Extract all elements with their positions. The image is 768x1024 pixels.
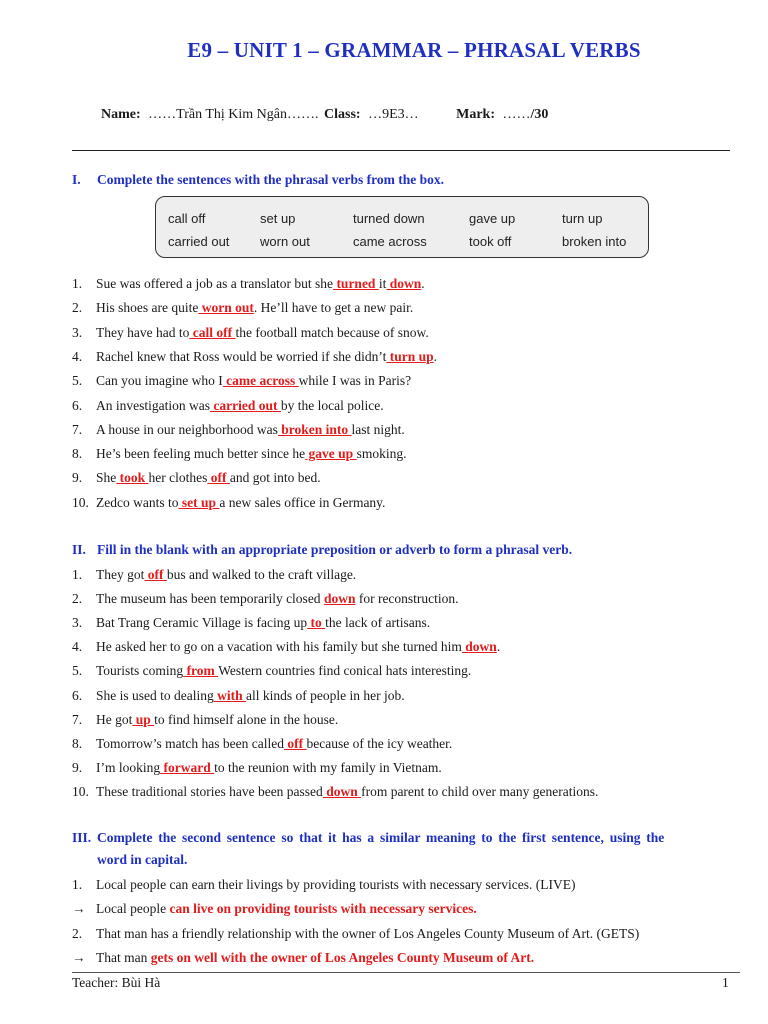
item-text: the lack of artisans.	[325, 615, 431, 631]
box-word: set up	[260, 211, 296, 226]
item-text: it	[378, 276, 387, 291]
answer-text: set up	[178, 494, 220, 510]
exercise-item	[72, 784, 598, 800]
exercise-item	[72, 325, 429, 341]
item-text: They got	[96, 567, 145, 582]
item-text: I’m looking	[96, 759, 161, 775]
item-text: .	[433, 348, 437, 364]
exercise-item	[72, 398, 384, 414]
item-number: 2.	[72, 591, 83, 607]
item-text: Western countries find conical hats interesting.	[218, 663, 472, 679]
item-text: The museum has been temporarily closed	[96, 591, 324, 607]
item-text: Rachel knew that Ross would be worried if she didn’t	[96, 348, 387, 364]
item-text: .	[496, 639, 501, 655]
answer-line	[72, 950, 534, 966]
exercise-item	[72, 470, 321, 486]
answer-text: with	[213, 687, 247, 703]
phrasal-verb-box	[155, 196, 649, 258]
item-text: Local people	[96, 901, 170, 916]
item-number: 2.	[72, 300, 83, 316]
item-text: Can you imagine who I	[96, 373, 223, 389]
exercise-item	[72, 712, 338, 728]
item-number: 3.	[72, 324, 83, 340]
exercise-item	[72, 567, 356, 583]
item-text: Local people can earn their livings by providing tourists with necessary services. (LIVE)	[96, 877, 576, 892]
item-number: 8.	[72, 446, 83, 462]
item-text: Zedco wants to	[96, 494, 179, 510]
item-number: 8.	[72, 735, 83, 751]
exercise-item	[72, 736, 452, 752]
section-2-heading	[72, 542, 572, 558]
box-word: turn up	[562, 211, 603, 226]
item-text: A house in our neighborhood was	[96, 421, 278, 437]
item-number: 9.	[72, 759, 83, 775]
answer-text: gave up	[305, 446, 357, 462]
mark-value: ……/30	[502, 107, 549, 122]
item-number: 10.	[72, 494, 89, 510]
answer-text: took	[116, 470, 149, 486]
item-text: He asked her to go on a vacation with his family but she turned him	[96, 639, 462, 655]
answer-text: call off	[189, 324, 236, 340]
item-text: Tomorrow’s match has been called	[96, 735, 284, 751]
item-text: She is used to dealing	[96, 687, 214, 703]
right-arrow-icon: →	[72, 950, 86, 965]
item-number: 5.	[72, 373, 83, 389]
answer-text: to	[307, 615, 326, 631]
item-text: a new sales office in Germany.	[219, 494, 386, 510]
box-word: call off	[168, 211, 206, 226]
answer-text: turned	[333, 276, 379, 291]
answer-text: down	[323, 591, 356, 607]
name-value: ……Trần Thị Kim Ngân…….	[148, 107, 319, 122]
item-text: smoking.	[356, 446, 407, 462]
item-number: 7.	[72, 421, 83, 437]
exercise-item	[72, 615, 430, 631]
item-number: 6.	[72, 687, 83, 703]
item-number: 1.	[72, 877, 83, 892]
section-3-number: III.	[72, 830, 92, 845]
item-text: bus and walked to the craft village.	[166, 567, 357, 582]
section-1-number: I.	[72, 172, 81, 187]
class-value: …9E3…	[368, 107, 419, 122]
answer-text: can live on providing tourists with necessary services.	[169, 901, 477, 916]
box-word: came across	[353, 234, 427, 249]
answer-text: down	[461, 639, 497, 655]
item-text: last night.	[351, 421, 405, 437]
item-text: . He’ll have to get a new pair.	[253, 300, 414, 316]
item-text: He’s been feeling much better since he	[96, 446, 306, 462]
section-3-instruction-line1: Complete the second sentence so that it has a similar meaning to the first sentence, using the	[97, 830, 665, 845]
section-1-instruction: Complete the sentences with the phrasal verbs from the box.	[97, 172, 444, 187]
box-word: carried out	[168, 234, 230, 249]
page-title: E9 – UNIT 1 – GRAMMAR – PHRASAL VERBS	[187, 38, 641, 62]
mark-label: Mark:	[456, 107, 496, 122]
exercise-item	[72, 349, 437, 365]
exercise-item	[72, 663, 471, 679]
item-text: She	[96, 470, 117, 486]
page-number: 1	[722, 975, 729, 990]
answer-text: off	[207, 470, 230, 486]
item-text: .	[421, 276, 425, 291]
answer-text: off	[284, 735, 307, 751]
answer-text: off	[144, 567, 167, 582]
answer-line	[72, 901, 477, 917]
exercise-item	[72, 276, 425, 292]
exercise-item	[72, 591, 459, 607]
exercise-item	[72, 877, 575, 893]
box-word: gave up	[469, 211, 516, 226]
item-text: to the reunion with my family in Vietnam.	[214, 759, 442, 775]
footer-divider	[72, 972, 740, 973]
item-number: 4.	[72, 639, 83, 655]
item-text: and got into bed.	[229, 470, 321, 486]
answer-text: up	[132, 711, 155, 727]
teacher-name: Teacher: Bùi Hà	[72, 975, 161, 990]
exercise-item	[72, 495, 385, 511]
exercise-item	[72, 300, 413, 316]
section-3-instruction-line2: word in capital.	[97, 852, 188, 867]
box-word: worn out	[260, 234, 310, 249]
item-text: for reconstruction.	[355, 591, 459, 607]
item-text: by the local police.	[280, 397, 384, 413]
item-text: her clothes	[148, 470, 208, 486]
item-text: They have had to	[96, 324, 190, 340]
answer-text: broken into	[277, 421, 352, 437]
item-number: 4.	[72, 348, 83, 364]
item-text: the football match because of snow.	[235, 324, 429, 340]
item-text: Tourists coming	[96, 663, 184, 679]
item-text: That man has a friendly relationship with the owner of Los Angeles County Museum of Art. (GETS)	[96, 926, 640, 941]
name-label: Name:	[101, 107, 141, 122]
item-number: 5.	[72, 663, 83, 679]
item-text: all kinds of people in her job.	[246, 687, 405, 703]
item-number: 7.	[72, 711, 83, 727]
exercise-item	[72, 422, 405, 438]
item-number: 1.	[72, 276, 83, 291]
student-info	[101, 107, 548, 123]
section-2-number: II.	[72, 542, 86, 557]
section-2-instruction: Fill in the blank with an appropriate preposition or adverb to form a phrasal verb.	[97, 542, 573, 557]
item-text: from parent to child over many generations.	[361, 783, 599, 799]
item-number: 6.	[72, 397, 83, 413]
exercise-item	[72, 639, 500, 655]
item-text: These traditional stories have been passed	[96, 783, 323, 799]
item-text: because of the icy weather.	[306, 735, 453, 751]
answer-text: carried out	[210, 397, 281, 413]
answer-text: from	[183, 663, 219, 679]
section-3-heading-line2	[97, 852, 187, 868]
item-number: 10.	[72, 783, 89, 799]
item-number: 9.	[72, 470, 83, 486]
item-text: He got	[96, 711, 133, 727]
item-number: 3.	[72, 615, 83, 631]
exercise-item	[72, 688, 405, 704]
item-text: His shoes are quite	[96, 300, 199, 316]
right-arrow-icon: →	[72, 901, 86, 916]
box-word: took off	[469, 234, 512, 249]
section-3-heading	[72, 830, 664, 846]
header-divider	[72, 150, 730, 151]
exercise-item	[72, 446, 406, 462]
answer-text: came across	[222, 373, 299, 389]
item-text: Sue was offered a job as a translator but she	[96, 276, 334, 291]
answer-text: forward	[160, 759, 215, 775]
item-number: 2.	[72, 926, 83, 941]
answer-text: down	[386, 276, 422, 291]
class-label: Class:	[324, 107, 361, 122]
item-text: while I was in Paris?	[298, 373, 412, 389]
item-text: That man	[96, 950, 151, 965]
answer-text: gets on well with the owner of Los Angeles County Museum of Art.	[150, 950, 535, 965]
box-word: turned down	[353, 211, 425, 226]
exercise-item	[72, 373, 411, 389]
item-text: Bat Trang Ceramic Village is facing up	[96, 615, 308, 631]
section-1-heading	[72, 172, 444, 188]
box-word: broken into	[562, 234, 627, 249]
answer-text: down	[322, 783, 362, 799]
exercise-item	[72, 760, 442, 776]
exercise-item	[72, 926, 639, 942]
answer-text: turn up	[386, 348, 434, 364]
item-number: 1.	[72, 567, 83, 582]
item-text: to find himself alone in the house.	[154, 711, 339, 727]
item-text: An investigation was	[96, 397, 210, 413]
answer-text: worn out	[198, 300, 254, 316]
